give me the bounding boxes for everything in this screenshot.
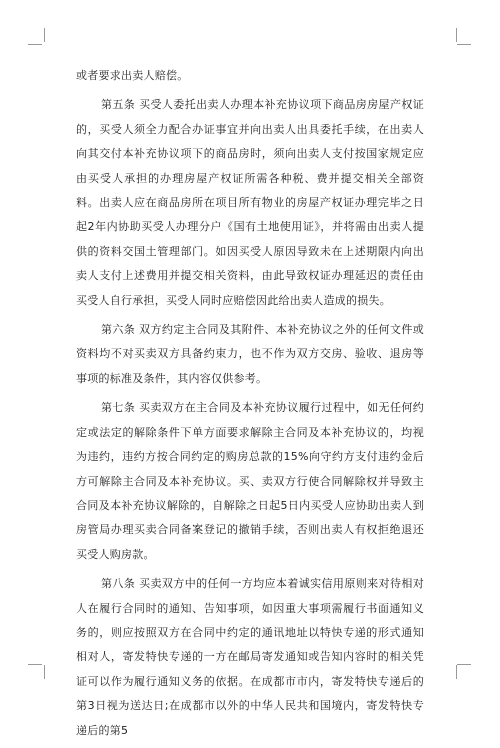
crop-mark-bottom-right bbox=[456, 664, 457, 665]
paragraph-article-7: 第七条 买卖双方在主合同及本补充协议履行过程中，如无任何约定或法定的解除条件下单方面要求解除主合同及本补充协议的，均视为违约，违约方按合同约定的购房总款的15%向守约方支付违约金后方可解除主合同及本补充协议。买、卖双方行使合同解除权并导致主合同及本补充协议解除的，自解除之日起5日内买受人应协助出卖人到房管局办理买卖合同备案登记的撤销手续，否则出卖人有权拒绝退还买受人购房款。 bbox=[76, 401, 424, 561]
crop-mark-top-left bbox=[44, 44, 45, 45]
paragraph-article-8: 第八条 买卖双方中的任何一方均应本着诚实信用原则来对待相对人在履行合同时的通知、告知事项，如因重大事项需履行书面通知义务的，则应按照双方在合同中约定的通讯地址以特快专递的形式通知相对人，寄发特快专递的一方在邮局寄发通知或告知内容时的相关凭证可以作为履行通知义务的依据。在成都市市内，寄发特快专递后的第3日视为送达日;在成都市以外的中华人民共和国境内，寄发特快专递后的第5 bbox=[76, 577, 424, 737]
paragraph-article-5: 第五条 买受人委托出卖人办理本补充协议项下商品房房屋产权证的，买受人须全力配合办证事宜并向出卖人出具委托手续，在出卖人向其交付本补充协议项下的商品房时，须向出卖人支付按国家规定应由买受人承担的办理房屋产权证所需各种税、费并提交相关全部资料。出卖人应在商品房所在项目所有物业的房屋产权证办理完毕之日起2年内协助买受人办理分户《国有土地使用证》，并将需由出卖人提供的资料交国土管理部门。如因买受人原因导致未在上述期限内向出卖人支付上述费用并提交相关资料，由此导致权证办理延迟的责任由买受人自行承担，买受人同时应赔偿因此给出卖人造成的损失。 bbox=[76, 98, 424, 307]
crop-mark-top-right bbox=[456, 44, 457, 45]
body-text bbox=[76, 64, 424, 748]
paragraph-continuation: 或者要求出卖人赔偿。 bbox=[76, 69, 189, 82]
crop-mark-bottom-left bbox=[44, 664, 45, 665]
paragraph-article-6: 第六条 双方约定主合同及其附件、本补充协议之外的任何文件或资料均不对买卖双方具备约束力，也不作为双方交房、验收、退房等事项的标准及条件，其内容仅供参考。 bbox=[76, 323, 424, 385]
